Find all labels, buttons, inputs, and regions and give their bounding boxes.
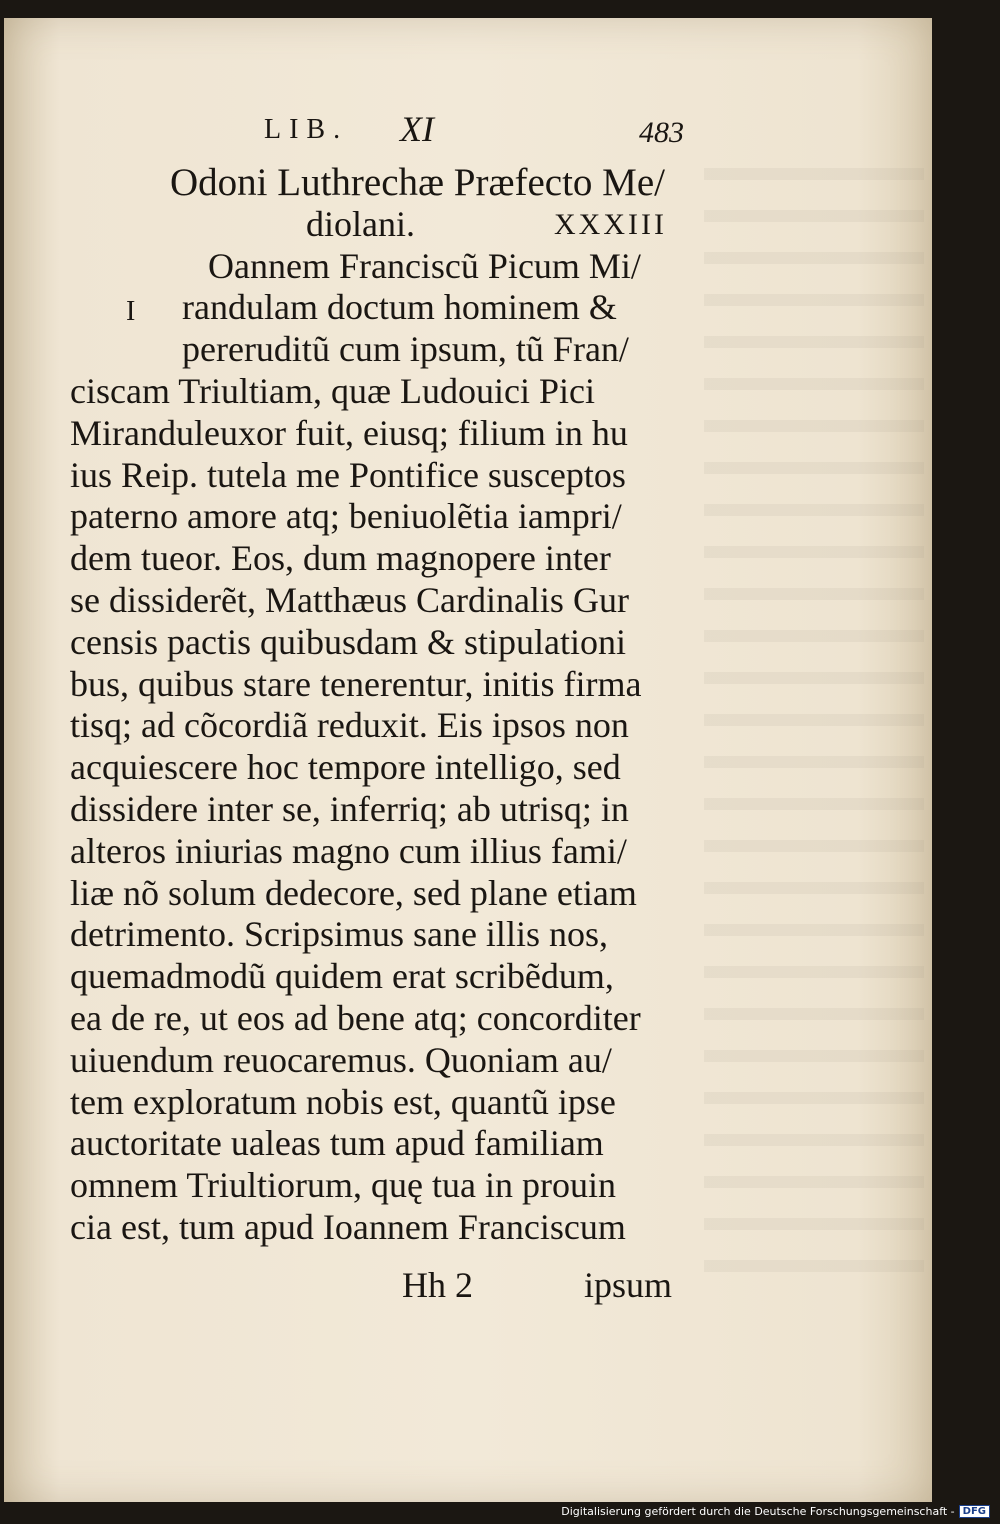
text-line: auctoritate ualeas tum apud familiam (70, 1123, 604, 1164)
letter-title-line-2 (70, 204, 694, 246)
text-line: quemadmodũ quidem erat scribẽdum, (70, 956, 614, 997)
running-head-lib: LIB. (264, 114, 349, 145)
show-through-text (704, 138, 924, 1288)
text-line: dissidere inter se, inferriq; ab utrisq; in (70, 788, 629, 829)
text-line: Oannem Franciscũ Picum Mi/ (208, 245, 641, 286)
signature-mark: Hh 2 (402, 1265, 473, 1305)
signature-line (402, 1264, 692, 1304)
letter-number: XXXIII (554, 207, 667, 241)
text-line: paterno amore atq; beniuolẽtia iampri/ (70, 496, 622, 537)
running-head-book: XI (400, 109, 434, 149)
text-line: ciscam Triultiam, quæ Ludouici Pici (70, 370, 595, 411)
text-line: bus, quibus stare tenerentur, initis firma (70, 663, 642, 704)
text-line: ea de re, ut eos ad bene atq; concorditer (70, 997, 641, 1038)
page-number: 483 (639, 116, 684, 149)
letter-title-place: diolani. (306, 203, 415, 244)
text-line: se dissiderẽt, Matthæus Cardinalis Gur (70, 579, 629, 620)
text-line: tisq; ad cõcordiã reduxit. Eis ipsos non (70, 705, 629, 746)
dfg-logo: DFG (959, 1505, 990, 1518)
text-line: dem tueor. Eos, dum magnopere inter (70, 538, 611, 579)
text-line-content: randulam doctum hominem & (182, 287, 617, 328)
text-line: alteros iniurias magno cum illius fami/ (70, 830, 627, 871)
text-line: acquiescere hoc tempore intelligo, sed (70, 747, 621, 788)
text-line: censis pactis quibusdam & stipulationi (70, 621, 626, 662)
text-line: omnem Triultiorum, quę tua in prouin (70, 1165, 616, 1206)
catchword: ipsum (584, 1265, 673, 1305)
page-text (70, 162, 694, 1249)
text-line: liæ nõ solum dedecore, sed plane etiam (70, 872, 637, 913)
text-line: Miranduleuxor fuit, eiusq; filium in hu (70, 412, 628, 453)
text-line: cia est, tum apud Ioannem Franciscum (70, 1206, 626, 1247)
text-line: pereruditũ cum ipsum, tũ Fran/ (182, 329, 629, 370)
running-head (254, 109, 702, 154)
footer-text: Digitalisierung gefördert durch die Deutsche Forschungsgemeinschaft - (561, 1505, 955, 1518)
letter-title-line-1: Odoni Luthrechæ Præfecto Me/ (170, 161, 665, 204)
text-line: tem exploratum nobis est, quantũ ipse (70, 1081, 616, 1122)
text-line (70, 287, 694, 329)
text-line: ius Reip. tutela me Pontifice susceptos (70, 454, 626, 495)
text-line: detrimento. Scripsimus sane illis nos, (70, 914, 608, 955)
digitization-footer (561, 1505, 990, 1518)
book-page (4, 18, 932, 1502)
text-line: uiuendum reuocaremus. Quoniam au/ (70, 1039, 612, 1080)
margin-marker: I (126, 296, 136, 328)
